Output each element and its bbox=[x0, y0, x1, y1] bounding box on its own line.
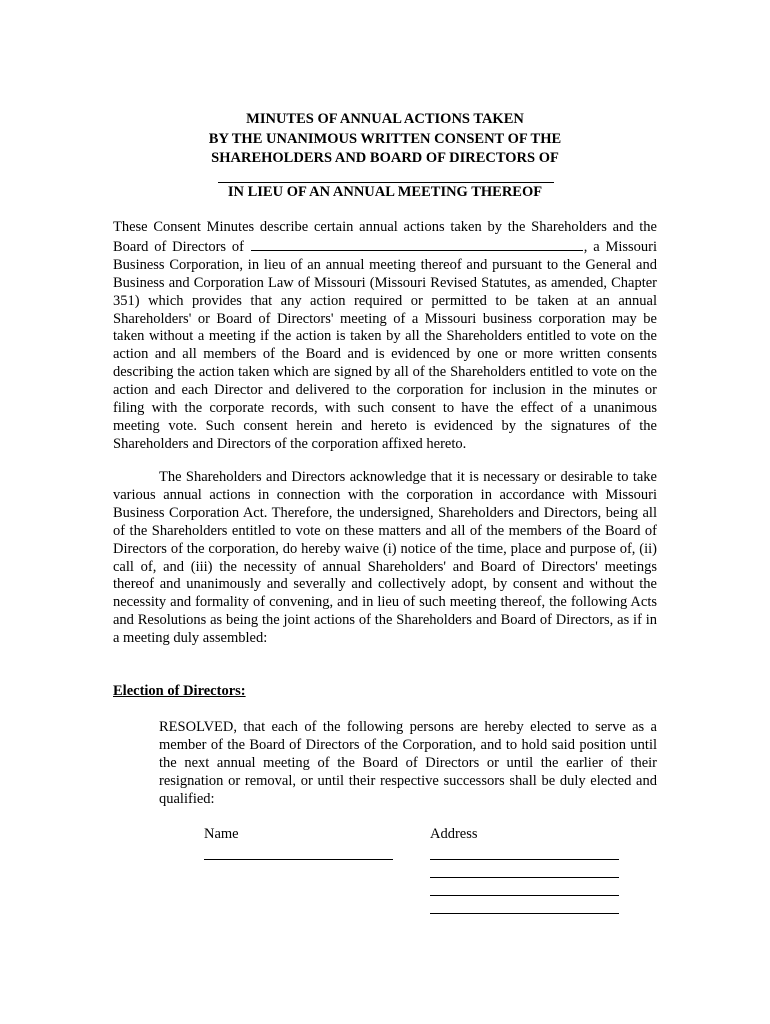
director-address-line-2[interactable] bbox=[430, 877, 619, 878]
intro-text-rest: , a Missouri Business Corporation, in lieu of an annual meeting thereof and pursuant to the General and Business and Corporation Law of Missouri (Missouri Revised Statutes, as amended, Chapter 351) which provides that any action required or permitted to be taken at an annual Shareholders' or Board of Directors' meeting of a Missouri business corporation may be taken without a meeting if the action is taken by all the Shareholders entitled to vote on the action and all members of the Board and is evidenced by one or more written consents describing the action taken which are signed by all of the Shareholders entitled to vote on the action and each Director and delivered to the corporation for inclusion in the minutes or filing with the corporate records, with such consent to have the effect of a unanimous meeting vote. Such consent herein and hereto is evidenced by the signatures of the Shareholders and Directors of the corporation affixed hereto. bbox=[113, 238, 658, 452]
title-line-1: MINUTES OF ANNUAL ACTIONS TAKEN bbox=[246, 111, 524, 127]
document-subtitle: IN LIEU OF AN ANNUAL MEETING THEREOF bbox=[227, 184, 543, 200]
document-title bbox=[113, 110, 657, 169]
section-heading: Election of Directors: bbox=[113, 683, 246, 699]
name-column-label: Name bbox=[204, 826, 239, 842]
intro-text-start: These Consent Minutes describe certain annual actions taken by the Shareholders and the Board of Directors of bbox=[113, 219, 657, 255]
director-address-line-4[interactable] bbox=[430, 913, 619, 914]
director-address-line-3[interactable] bbox=[430, 895, 619, 896]
board-name-blank[interactable] bbox=[251, 237, 583, 251]
title-line-3: SHAREHOLDERS AND BOARD OF DIRECTORS OF bbox=[211, 150, 559, 166]
intro-paragraph bbox=[113, 219, 657, 454]
title-line-2: BY THE UNANIMOUS WRITTEN CONSENT OF THE bbox=[208, 130, 562, 147]
director-address-line-1[interactable] bbox=[430, 859, 619, 860]
acknowledgement-paragraph: The Shareholders and Directors acknowledge that it is necessary or desirable to take various annual actions in connection with the corporation in accordance with Missouri Business Corporation Act. Therefore, the undersigned, Shareholders and Directors, being all of the Shareholders entitled to vote on these matters and all of the members of the Board of Directors of the corporation, do hereby waive (i) notice of the time, place and purpose of, (ii) call of, and (iii) the necessity of annual Shareholders' and Board of Directors' meetings thereof and unanimously and severally and collectively adopt, by consent and without the necessity and formality of convening, and in lieu of such meeting thereof, the following Acts and Resolutions as being the joint actions of the Shareholders and Board of Directors, as if in a meeting duly assembled: bbox=[113, 469, 657, 647]
director-name-line[interactable] bbox=[204, 859, 393, 860]
resolution-paragraph: RESOLVED, that each of the following persons are hereby elected to serve as a member of the Board of Directors of the Corporation, and to hold said position until the next annual meeting of the Board of Directors or until the earlier of their resignation or removal, or until their respective successors shall be duly elected and qualified: bbox=[159, 719, 657, 807]
address-column-label: Address bbox=[430, 826, 478, 842]
